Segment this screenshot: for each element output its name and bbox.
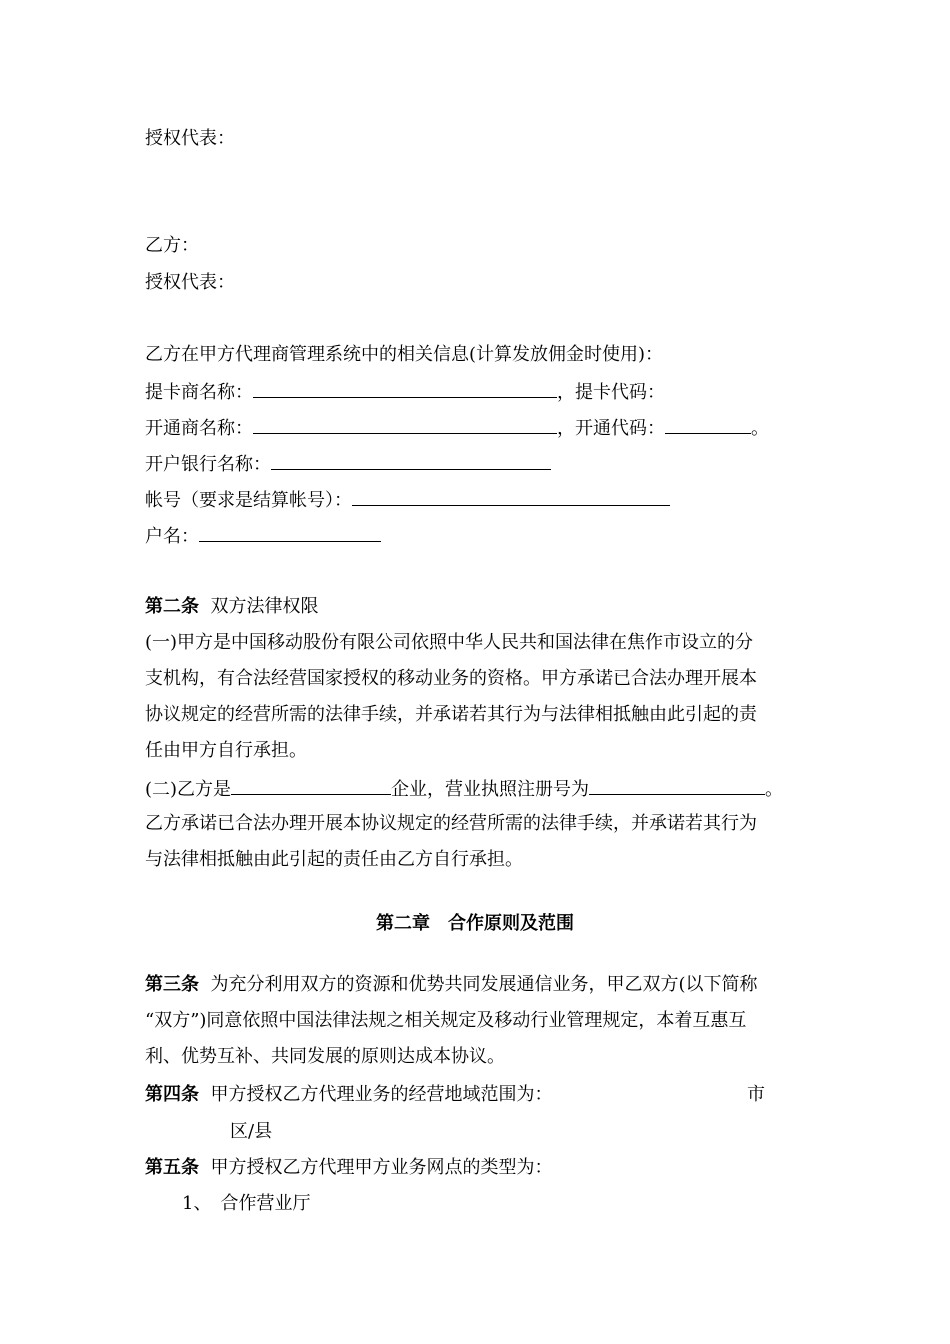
art3-first-row — [145, 973, 757, 997]
art3-title: 第三条 — [145, 974, 199, 995]
art4-row — [145, 1083, 552, 1107]
party-b-label: 乙方： — [145, 235, 199, 256]
art2-p2-first-row — [145, 776, 783, 802]
bank-name-blank[interactable] — [271, 451, 551, 470]
art2-p2-mid: 企业，营业执照注册号为 — [391, 779, 590, 800]
art2-p2-prefix: (二)乙方是 — [145, 779, 232, 800]
art2-p1-line: (一)甲方是中国移动股份有限公司依照中华人民共和国法律在焦作市设立的分 — [145, 632, 754, 653]
bank-name-row — [145, 451, 551, 477]
open-provider-code-blank[interactable] — [665, 415, 751, 434]
info-intro: 乙方在甲方代理商管理系统中的相关信息(计算发放佣金时使用)： — [145, 344, 664, 365]
open-provider-row — [145, 415, 769, 441]
party-a-rep-label: 授权代表： — [145, 128, 235, 149]
party-b-rep-label: 授权代表： — [145, 272, 235, 293]
card-provider-label: 提卡商名称： — [145, 382, 253, 403]
chapter-2-heading: 第二章 合作原则及范围 — [376, 913, 574, 934]
art3-line: 利、优势互补、共同发展的原则达成本协议。 — [145, 1046, 505, 1067]
party-b-enterprise-blank[interactable] — [231, 776, 391, 795]
art2-p2-end: 。 — [765, 779, 784, 800]
art4-title: 第四条 — [145, 1084, 199, 1105]
open-provider-label: 开通商名称： — [145, 418, 253, 439]
art2-p1-line: 任由甲方自行承担。 — [145, 740, 307, 761]
open-provider-blank[interactable] — [253, 415, 557, 434]
card-provider-code-label: ，提卡代码： — [557, 382, 665, 403]
account-no-row — [145, 487, 670, 513]
account-no-blank[interactable] — [352, 487, 670, 506]
card-provider-row — [145, 379, 665, 405]
license-number-blank[interactable] — [589, 776, 765, 795]
art4-text: 甲方授权乙方代理业务的经营地域范围为： — [210, 1084, 553, 1105]
account-name-row — [145, 523, 381, 549]
art2-p1-line: 支机构，有合法经营国家授权的移动业务的资格。甲方承诺已合法办理开展本 — [145, 668, 757, 689]
bank-name-label: 开户银行名称： — [145, 454, 271, 475]
art5-row — [145, 1156, 552, 1180]
art2-title: 第二条 — [145, 596, 199, 617]
art2-p1-line: 协议规定的经营所需的法律手续，并承诺若其行为与法律相抵触由此引起的责 — [145, 704, 757, 725]
art2-p2-line: 与法律相抵触由此引起的责任由乙方自行承担。 — [145, 849, 523, 870]
art5-item-1: 1、 合作营业厅 — [182, 1193, 311, 1214]
art2-heading-row — [145, 595, 318, 619]
art3-line: 为充分利用双方的资源和优势共同发展通信业务，甲乙双方(以下简称 — [210, 974, 758, 995]
account-no-label: 帐号（要求是结算帐号）： — [145, 490, 352, 511]
card-provider-blank[interactable] — [253, 379, 557, 398]
art3-line: “双方”)同意依照中国法律法规之相关规定及移动行业管理规定，本着互惠互 — [145, 1010, 747, 1031]
art4-district: 区/县 — [230, 1121, 273, 1142]
art2-heading: 双方法律权限 — [210, 596, 319, 617]
art2-p2-line: 乙方承诺已合法办理开展本协议规定的经营所需的法律手续，并承诺若其行为 — [145, 813, 757, 834]
open-provider-code-label: ，开通代码： — [557, 418, 665, 439]
open-provider-end: 。 — [751, 418, 769, 439]
art5-title: 第五条 — [145, 1157, 199, 1178]
account-name-blank[interactable] — [199, 523, 381, 542]
art5-text: 甲方授权乙方代理甲方业务网点的类型为： — [210, 1157, 553, 1178]
account-name-label: 户名： — [145, 526, 199, 547]
art4-city: 市 — [747, 1084, 765, 1105]
